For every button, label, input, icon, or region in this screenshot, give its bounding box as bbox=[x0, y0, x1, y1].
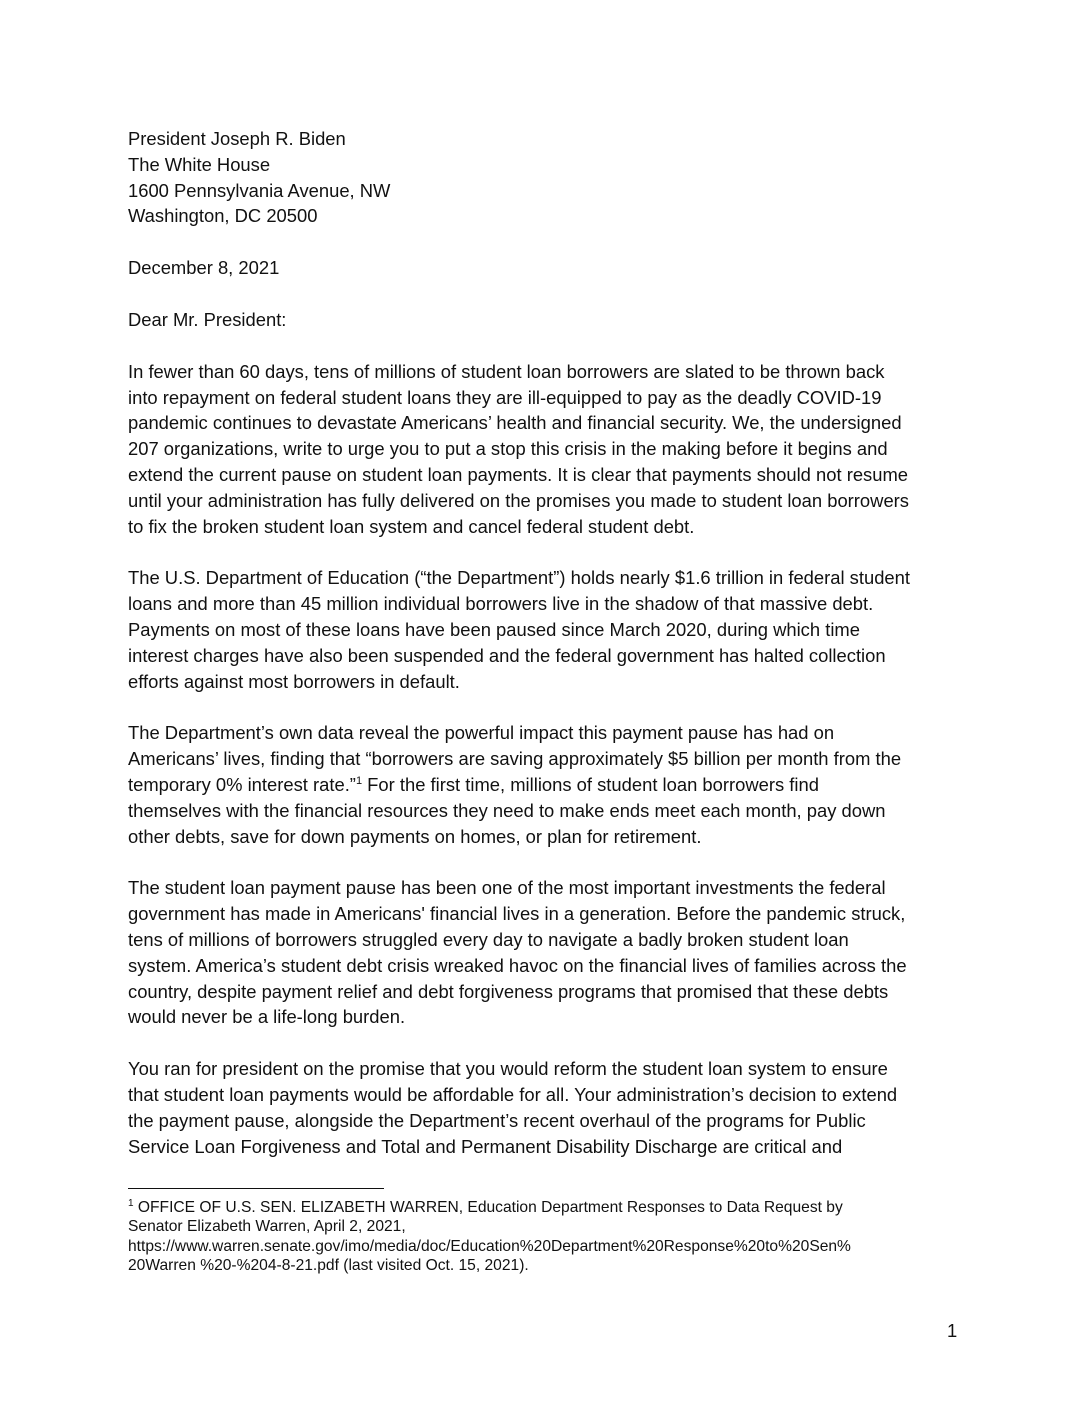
page-number: 1 bbox=[947, 1320, 958, 1341]
paragraph-line: the payment pause, alongside the Department’s recent overhaul of the programs for Public bbox=[128, 1109, 866, 1131]
address-line: President Joseph R. Biden bbox=[128, 128, 346, 149]
paragraph-line: efforts against most borrowers in default. bbox=[128, 670, 460, 692]
recipient-address bbox=[128, 126, 962, 229]
paragraph-2 bbox=[128, 565, 962, 694]
paragraph-line: The Department’s own data reveal the powerful impact this payment pause has had on bbox=[128, 722, 835, 744]
paragraph-line: Payments on most of these loans have been paused since March 2020, during which time bbox=[128, 618, 860, 640]
paragraph-line: interest charges have also been suspended and the federal government has halted collection bbox=[128, 644, 886, 666]
address-line: 1600 Pennsylvania Avenue, NW bbox=[128, 179, 391, 201]
footnote-text: OFFICE OF U.S. SEN. ELIZABETH WARREN, Education Department Responses to Data Request by bbox=[133, 1199, 843, 1216]
paragraph-line: until your administration has fully delivered on the promises you made to student loan borrowers bbox=[128, 489, 909, 511]
footnote-line bbox=[128, 1198, 968, 1217]
text-after-footnote: For the first time, millions of student loan borrowers find bbox=[362, 773, 819, 795]
footnote-url-line[interactable]: https://www.warren.senate.gov/imo/media/doc/Education%20Department%20Response%20to%20Sen% bbox=[128, 1237, 851, 1255]
paragraph-line: Americans’ lives, finding that “borrowers are saving approximately $5 billion per month from the bbox=[128, 748, 902, 770]
paragraph-line: The student loan payment pause has been one of the most important investments the federal bbox=[128, 877, 886, 899]
footnote-divider bbox=[128, 1188, 384, 1189]
paragraph-line: 207 organizations, write to urge you to put a stop this crisis in the making before it begins and bbox=[128, 438, 888, 460]
paragraph-line: The U.S. Department of Education (“the Department”) holds nearly $1.6 trillion in federal student bbox=[128, 567, 910, 589]
text-before-footnote: temporary 0% interest rate.” bbox=[128, 773, 356, 795]
footnote-url-line[interactable]: 20Warren %20-%204-8-21.pdf (last visited Oct. 15, 2021). bbox=[128, 1257, 529, 1275]
address-line: Washington, DC 20500 bbox=[128, 205, 318, 227]
paragraph-1 bbox=[128, 359, 962, 540]
paragraph-line: into repayment on federal student loans they are ill-equipped to pay as the deadly COVID-19 bbox=[128, 386, 882, 408]
salutation: Dear Mr. President: bbox=[128, 308, 287, 330]
paragraph-line: themselves with the financial resources they need to make ends meet each month, pay down bbox=[128, 799, 886, 821]
paragraph-line: Service Loan Forgiveness and Total and Permanent Disability Discharge are critical and bbox=[128, 1135, 843, 1157]
paragraph-line: to fix the broken student loan system and cancel federal student debt. bbox=[128, 515, 695, 537]
footnote-line: Senator Elizabeth Warren, April 2, 2021, bbox=[128, 1218, 406, 1236]
paragraph-3 bbox=[128, 720, 962, 849]
footnote-reference-marker[interactable]: 1 bbox=[355, 774, 363, 787]
paragraph-line: tens of millions of borrowers struggled every day to navigate a badly broken student loan bbox=[128, 928, 849, 950]
paragraph-line: extend the current pause on student loan payments. It is clear that payments should not resume bbox=[128, 463, 909, 485]
paragraph-line: system. America’s student debt crisis wreaked havoc on the financial lives of families across the bbox=[128, 954, 907, 976]
footnote-marker: 1 bbox=[128, 1197, 134, 1209]
paragraph-5 bbox=[128, 1056, 962, 1159]
letter-date: December 8, 2021 bbox=[128, 257, 280, 279]
paragraph-4 bbox=[128, 875, 962, 1030]
paragraph-line: pandemic continues to devastate Americans’ health and financial security. We, the undersigned bbox=[128, 412, 902, 434]
paragraph-line-with-footnote bbox=[128, 772, 962, 798]
paragraph-line: would never be a life-long burden. bbox=[128, 1006, 406, 1028]
paragraph-line: country, despite payment relief and debt forgiveness programs that promised that these debts bbox=[128, 980, 889, 1002]
paragraph-line: that student loan payments would be affordable for all. Your administration’s decision to extend bbox=[128, 1083, 898, 1105]
address-line: The White House bbox=[128, 153, 271, 175]
footnote bbox=[128, 1198, 968, 1276]
paragraph-line: loans and more than 45 million individual borrowers live in the shadow of that massive debt. bbox=[128, 593, 874, 615]
paragraph-line: other debts, save for down payments on homes, or plan for retirement. bbox=[128, 825, 702, 847]
paragraph-line: You ran for president on the promise that you would reform the student loan system to ensure bbox=[128, 1058, 888, 1080]
paragraph-line: In fewer than 60 days, tens of millions of student loan borrowers are slated to be thrown back bbox=[128, 360, 885, 382]
letter-body bbox=[128, 126, 962, 1159]
paragraph-line: government has made in Americans' financial lives in a generation. Before the pandemic struck, bbox=[128, 903, 906, 925]
